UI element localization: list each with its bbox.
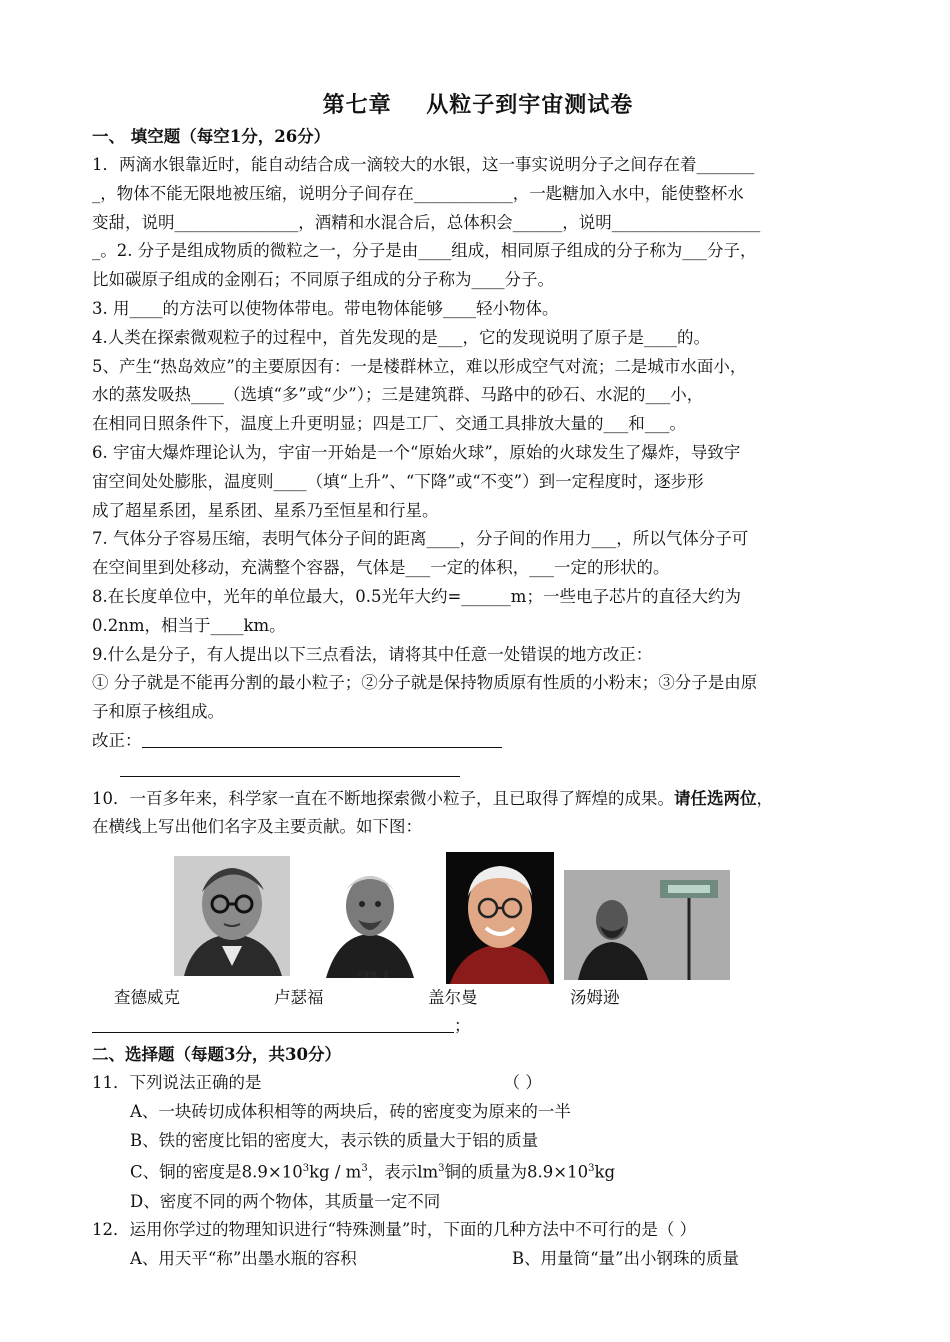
q10-end-punct: ；	[454, 1016, 471, 1036]
scientist-name: 卢瑟福	[274, 988, 324, 1008]
answer-line-1	[92, 727, 864, 756]
question-stem	[92, 1069, 864, 1098]
text-line: 成了超星系团，星系团、星系乃至恒星和行星。	[92, 500, 439, 520]
c-part: kg / m	[309, 1162, 362, 1182]
chadwick-photo	[174, 856, 290, 976]
answer-blank[interactable]	[142, 730, 502, 748]
text-line: 变甜，说明_______________，酒精和水混合后，总体积会______，说明__________________	[92, 212, 761, 232]
option-b: B、用量筒“量”出小钢珠的质量	[512, 1249, 739, 1269]
answer-line-3	[92, 1012, 864, 1041]
page-title: 第七章 从粒子到宇宙测试卷	[322, 92, 634, 118]
text-line: 宙空间处处膨胀，温度则____（填“上升”、“下降”或“不变”）到一定程度时，逐步形	[92, 471, 704, 491]
photo-caption: 卢瑟福．E	[356, 971, 390, 980]
text-line: 在相同日照条件下，温度上升更明显；四是工厂、交通工具排放大量的___和___。	[92, 414, 686, 434]
gell-mann-photo	[446, 852, 554, 984]
text-line: _。2. 分子是组成物质的微粒之一，分子是由____组成，相同原子组成的分子称为___分子，	[92, 241, 757, 261]
q10-text: 10．一百多年来，科学家一直在不断地探索微小粒子，且已取得了辉煌的成果。	[92, 788, 674, 808]
exam-page	[92, 88, 864, 1274]
scientist-name: 汤姆逊	[570, 988, 620, 1008]
question-1-2	[92, 151, 864, 295]
fix-label: 改正：	[92, 730, 142, 750]
text-line: 比如碳原子组成的金刚石；不同原子组成的分子称为____分子。	[92, 270, 554, 290]
option-d: D、密度不同的两个物体，其质量一定不同	[130, 1191, 441, 1211]
question-9	[92, 641, 864, 785]
answer-blank[interactable]	[120, 759, 460, 777]
scientist-name: 盖尔曼	[428, 988, 478, 1008]
rutherford-photo	[314, 860, 424, 980]
text-line: 0.2nm，相当于____km。	[92, 615, 286, 635]
c-sup: 3	[588, 1163, 595, 1175]
question-8	[92, 583, 864, 641]
question-7	[92, 525, 864, 583]
options-row	[92, 1245, 864, 1274]
text-line	[92, 785, 864, 814]
scientist-photos	[92, 846, 864, 984]
question-10	[92, 785, 864, 1041]
text-line: 5、产生“热岛效应”的主要原因有：一是楼群林立，难以形成空气对流；二是城市水面小，	[92, 356, 747, 376]
option-b: B、铁的密度比铝的密度大，表示铁的质量大于铝的质量	[130, 1130, 539, 1150]
thomson-photo	[564, 870, 730, 980]
option-a: A、一块砖切成体积相等的两块后，砖的密度变为原来的一半	[130, 1101, 571, 1121]
question-3: 3. 用____的方法可以使物体带电。带电物体能够____轻小物体。	[92, 298, 559, 318]
text-line: 子和原子核组成。	[92, 702, 224, 722]
question-12	[92, 1216, 864, 1274]
q10-emphasis: 请任选两位	[674, 788, 757, 808]
c-part: C、铜的密度是8.9×10	[130, 1162, 303, 1182]
q10-punct: ，	[756, 788, 773, 808]
section1-heading: 一、 填空题（每空1分，26分）	[92, 127, 331, 146]
text-line: 7. 气体分子容易压缩，表明气体分子间的距离____，分子间的作用力___，所以气体分子可	[92, 529, 749, 549]
scientist-name: 查德威克	[114, 988, 180, 1008]
text-line: 9.什么是分子，有人提出以下三点看法，请将其中任意一处错误的地方改正：	[92, 644, 653, 664]
text-line: 6. 宇宙大爆炸理论认为，宇宙一开始是一个“原始火球”，原始的火球发生了爆炸，导致宇	[92, 442, 741, 462]
text-line: 在横线上写出他们名字及主要贡献。如下图：	[92, 817, 422, 837]
c-sup: 3	[302, 1163, 310, 1175]
text-line: 水的蒸发吸热____（选填“多”或“少”）；三是建筑群、马路中的砂石、水泥的___小，	[92, 385, 704, 405]
question-stem: 12．运用你学过的物理知识进行“特殊测量”时，下面的几种方法中不可行的是（ ）	[92, 1220, 697, 1240]
question-6	[92, 439, 864, 525]
c-sup: 3	[361, 1163, 368, 1175]
option-a: A、用天平“称”出墨水瓶的容积	[130, 1249, 357, 1269]
answer-paren: （ ）	[503, 1072, 542, 1092]
text-line: _，物体不能无限地被压缩，说明分子间存在____________，一匙糖加入水中，能使整杯水	[92, 183, 744, 203]
scientist-names	[92, 984, 864, 1012]
text-line: 1．两滴水银靠近时，能自动结合成一滴较大的水银，这一事实说明分子之间存在着_______	[92, 155, 755, 174]
answer-line-2	[92, 756, 864, 785]
section2-heading: 二、选择题（每题3分，共30分）	[92, 1044, 341, 1064]
q11-text: 11．下列说法正确的是	[92, 1072, 262, 1092]
text-line: 8.在长度单位中，光年的单位最大，0.5光年大约=______m；一些电子芯片的直径大约为	[92, 586, 741, 606]
answer-blank[interactable]	[92, 1016, 454, 1034]
option-c	[92, 1155, 864, 1187]
question-4: 4.人类在探索微观粒子的过程中，首先发现的是___，它的发现说明了原子是____的。	[92, 327, 710, 347]
question-5	[92, 353, 864, 439]
c-part: 铜的质量为8.9×10	[444, 1162, 589, 1182]
c-part: ，表示lm	[367, 1162, 439, 1182]
c-part: kg	[594, 1162, 616, 1182]
text-line: 在空间里到处移动，充满整个容器，气体是___一定的体积，___一定的形状的。	[92, 558, 670, 578]
text-line: ① 分子就是不能再分割的最小粒子；②分子就是保持物质原有性质的小粉末；③分子是由原	[92, 673, 758, 693]
question-11	[92, 1069, 864, 1216]
c-sup: 3	[438, 1163, 445, 1175]
